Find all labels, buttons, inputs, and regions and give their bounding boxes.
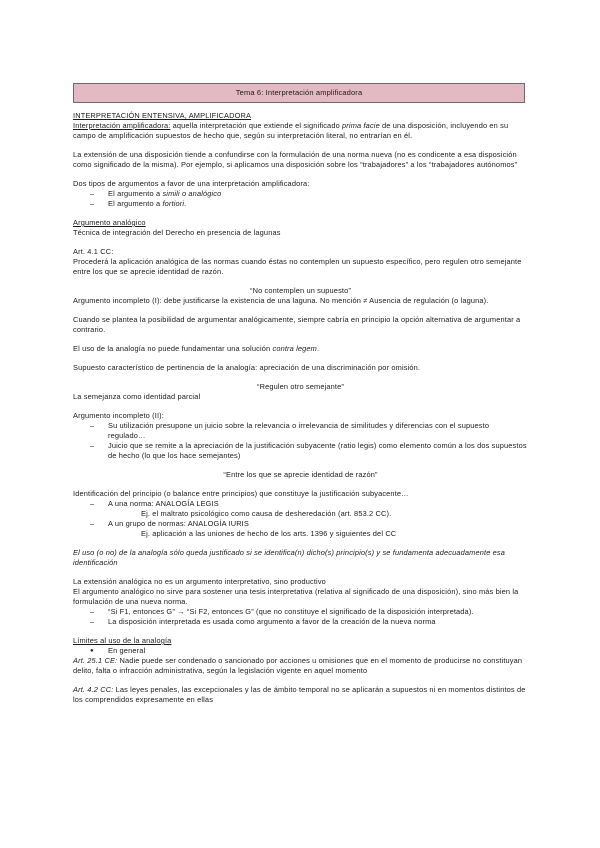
text-run: prima facie	[342, 121, 380, 130]
section-heading: Argumento analógico	[73, 218, 146, 227]
text-run: Art. 4.2 CC:	[73, 685, 114, 694]
topic-title-banner: Tema 6: Interpretación ampliﬁcadora	[73, 83, 525, 103]
paragraph: Cuando se plantea la posibilidad de argumentar analógicamente, siempre cabría en principio la opción alternativa de argumentar a contrario.	[73, 315, 521, 334]
paragraph: Técnica de integración del Derecho en presencia de lagunas	[73, 228, 281, 237]
paragraph: La semejanza como identidad parcial	[73, 392, 201, 401]
list-item: – El argumento a fortiori.	[90, 199, 187, 208]
text-run: Art. 25.1 CE:	[73, 656, 118, 665]
paragraph: La extensión analógica no es un argumento interpretativo, sino productivo	[73, 577, 326, 586]
text-run: A una norma: ANALOGÍA LEGIS	[108, 499, 219, 508]
section-heading: Límites al uso de la analogía	[73, 636, 172, 645]
list-item: – “Si F1, entonces G” → “Si F2, entonces G” (que no constituye el signiﬁcado de la disposición interpretada).	[90, 607, 474, 616]
text-run: El uso (o no) de la analogía sólo queda justiﬁcado si se identiﬁca(n) dicho(s) principio(s) y se fundamenta adecuadamente esa identiﬁcación	[73, 548, 506, 567]
list-item: – A una norma: ANALOGÍA LEGIS	[90, 499, 219, 508]
text-run: de una disposición, incluyendo en su campo de ampliﬁcación supuestos de hecho que, según su interpretación literal, no entrarían en él.	[73, 121, 509, 140]
example: Ej. aplicación a las uniones de hecho de los arts. 1396 y siguientes del CC	[141, 529, 397, 538]
definition-term: Interpretación ampliﬁcadora:	[73, 121, 171, 130]
example: Ej. el maltrato psicológico como causa de desheredación (art. 853.2 CC).	[141, 509, 392, 518]
article-text: Procederá la aplicación analógica de las normas cuando éstas no contemplen un supuesto especíﬁco, pero regulen otro semejante entre los que se aprecie identidad de razón.	[73, 257, 522, 276]
text-run: Nadie puede ser condenado o sancionado por acciones u omisiones que en el momento de producirse no constituyan delito, falta o infracción administrativa, según la legislación vigente en aquel momento	[73, 656, 523, 675]
text-run: aquella interpretación que extiende el signiﬁcado	[170, 121, 343, 130]
text-run: contra legem	[272, 344, 317, 353]
article-paragraph	[73, 685, 528, 705]
list-item: – Juicio que se remite a la apreciación de la justiﬁcación subyacente (ratio legis) como elemento común a los dos supuestos de hecho (lo que los hace semejantes)	[90, 441, 527, 460]
text-run: Las leyes penales, las excepcionales y las de ámbito temporal no se aplicarán a supuestos ni en momentos distintos de los comprendidos expresamente en ellas	[73, 685, 526, 704]
paragraph	[73, 296, 528, 306]
text-run: .	[184, 199, 187, 208]
paragraph: Argumento incompleto (II):	[73, 411, 164, 420]
list-item: ● En general	[90, 646, 146, 655]
text-run: A un grupo de normas: ANALOGÍA IURIS	[108, 519, 249, 528]
section-heading: INTERPRETACIÓN ENTENSIVA, AMPLIFICADORA	[73, 111, 252, 120]
list-item: – La disposición interpretada es usada como argumento a favor de la creación de la nueva norma	[90, 617, 436, 626]
list-item: – El argumento a simili o analógico	[90, 189, 222, 198]
paragraph	[73, 344, 528, 354]
text-run: debe justiﬁcarse la existencia de una laguna. No mención ≠ Ausencia de regulación (o laguna).	[161, 296, 489, 305]
paragraph: El argumento analógico no sirve para sostener una tesis interpretativa (relativa al signiﬁcado de una disposición), sino más bien la formulación de una nueva norma.	[73, 587, 519, 606]
text-run: El argumento a	[108, 199, 163, 208]
list-item: – Su utilización presupone un juicio sobre la relevancia o irrelevancia de similitudes y diferencias con el supuesto regulado…	[90, 421, 490, 440]
definition-paragraph	[73, 121, 528, 141]
text-run: “Si F1, entonces G” → “Si F2, entonces G” (que no constituye el signiﬁcado de la disposición interpretada).	[108, 607, 474, 616]
article-title: Art. 4.1 CC:	[73, 247, 114, 256]
paragraph: La extensión de una disposición tiende a confundirse con la formulación de una norma nueva (no es condicente a esa disposición como signiﬁcado de la misma). Por ejemplo, si aplicamos una disposición sobre los “trabajadores” a los “trabajadores autónomos”	[73, 150, 518, 169]
text-run: El argumento a	[108, 189, 163, 198]
text-run: fortiori	[162, 199, 185, 208]
document-body	[73, 111, 528, 705]
quote: “Entre los que se aprecie identidad de razón”	[223, 470, 378, 479]
quote: “Regulen otro semejante”	[257, 382, 344, 391]
text-run: Juicio que se remite a la apreciación de la justiﬁcación subyacente (ratio legis) como elemento común a los dos supuestos de hecho (lo que los hace semejantes)	[108, 441, 527, 460]
text-run: El uso de la analogía no puede fundamentar una solución	[73, 344, 273, 353]
text-run: simili o analógico	[162, 189, 222, 198]
paragraph: Identiﬁcación del principio (o balance entre principios) que constituye la justiﬁcación subyacente…	[73, 489, 409, 498]
paragraph: Supuesto característico de pertinencia de la analogía: apreciación de una discriminación por omisión.	[73, 363, 421, 372]
list-item: – A un grupo de normas: ANALOGÍA IURIS	[90, 519, 249, 528]
text-run: Argumento incompleto (I):	[73, 296, 162, 305]
text-run: En general	[108, 646, 146, 655]
text-run: La disposición interpretada es usada como argumento a favor de la creación de la nueva norma	[108, 617, 436, 626]
quote: “No contemplen un supuesto”	[249, 286, 351, 295]
text-run: .	[317, 344, 320, 353]
italic-note	[73, 548, 528, 568]
text-run: Su utilización presupone un juicio sobre la relevancia o irrelevancia de similitudes y diferencias con el supuesto regulado…	[108, 421, 490, 440]
article-paragraph	[73, 656, 528, 676]
paragraph: Dos tipos de argumentos a favor de una interpretación ampliﬁcadora:	[73, 179, 310, 188]
